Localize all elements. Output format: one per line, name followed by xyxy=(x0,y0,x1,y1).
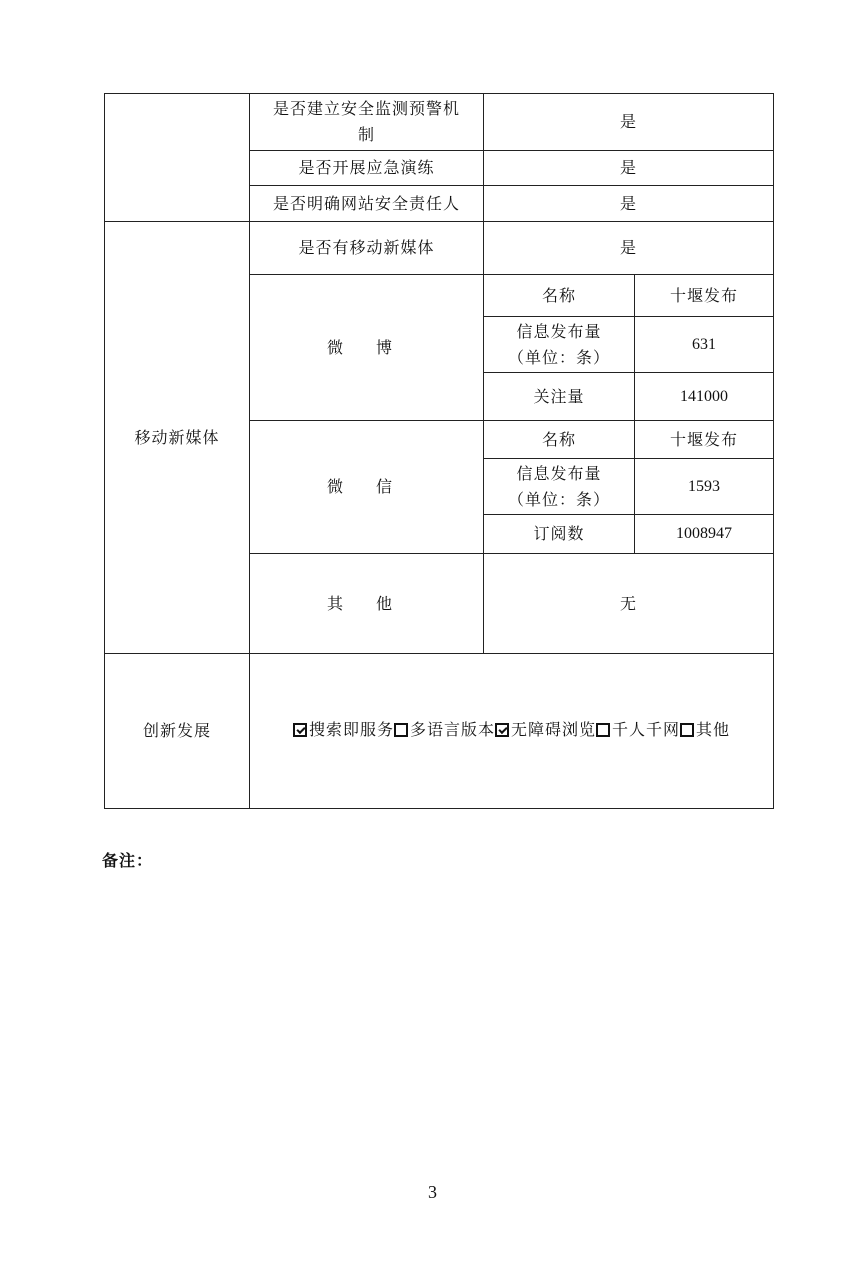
option-label: 其他 xyxy=(696,720,731,739)
option-multilingual[interactable] xyxy=(394,717,495,743)
other-label: 其 他 xyxy=(250,554,484,654)
security-section-cell xyxy=(105,94,250,222)
wechat-posts-label: 信息发布量（单位：条） xyxy=(484,459,635,515)
option-personalized[interactable] xyxy=(596,717,680,743)
innovation-options xyxy=(250,654,774,809)
weibo-name-value: 十堰发布 xyxy=(635,275,774,317)
innovation-label: 创新发展 xyxy=(105,654,250,809)
wechat-name-label: 名称 xyxy=(484,421,635,459)
page-number: 3 xyxy=(428,1182,437,1202)
checkbox-checked-icon[interactable] xyxy=(495,723,509,737)
table-row xyxy=(105,654,774,809)
has-mobile-question: 是否有移动新媒体 xyxy=(250,222,484,275)
other-value: 无 xyxy=(484,554,774,654)
remarks-label: 备注： xyxy=(102,851,154,870)
security-answer: 是 xyxy=(484,151,774,186)
report-table xyxy=(104,93,774,809)
mobile-section-label: 移动新媒体 xyxy=(105,222,250,654)
security-question: 是否开展应急演练 xyxy=(250,151,484,186)
weibo-posts-label: 信息发布量（单位：条） xyxy=(484,317,635,373)
checkbox-checked-icon[interactable] xyxy=(293,723,307,737)
has-mobile-answer: 是 xyxy=(484,222,774,275)
table-row xyxy=(105,222,774,275)
weibo-name-label: 名称 xyxy=(484,275,635,317)
option-label: 无障碍浏览 xyxy=(511,720,597,739)
wechat-subscribers-value: 1008947 xyxy=(635,515,774,554)
weibo-posts-value: 631 xyxy=(635,317,774,373)
option-search-service[interactable] xyxy=(293,717,394,743)
security-answer: 是 xyxy=(484,94,774,151)
wechat-subscribers-label: 订阅数 xyxy=(484,515,635,554)
checkbox-unchecked-icon[interactable] xyxy=(394,723,408,737)
checkbox-unchecked-icon[interactable] xyxy=(680,723,694,737)
weibo-label: 微 博 xyxy=(250,275,484,421)
option-accessibility[interactable] xyxy=(495,717,596,743)
table-row xyxy=(105,94,774,151)
wechat-label: 微 信 xyxy=(250,421,484,554)
weibo-followers-value: 141000 xyxy=(635,373,774,421)
wechat-posts-value: 1593 xyxy=(635,459,774,515)
option-label: 千人千网 xyxy=(612,720,681,739)
wechat-name-value: 十堰发布 xyxy=(635,421,774,459)
security-question: 是否明确网站安全责任人 xyxy=(250,186,484,222)
weibo-followers-label: 关注量 xyxy=(484,373,635,421)
security-question: 是否建立安全监测预警机制 xyxy=(250,94,484,151)
option-label: 多语言版本 xyxy=(409,720,495,739)
security-answer: 是 xyxy=(484,186,774,222)
checkbox-unchecked-icon[interactable] xyxy=(596,723,610,737)
option-label: 搜索即服务 xyxy=(308,720,394,739)
option-other[interactable] xyxy=(680,717,730,743)
